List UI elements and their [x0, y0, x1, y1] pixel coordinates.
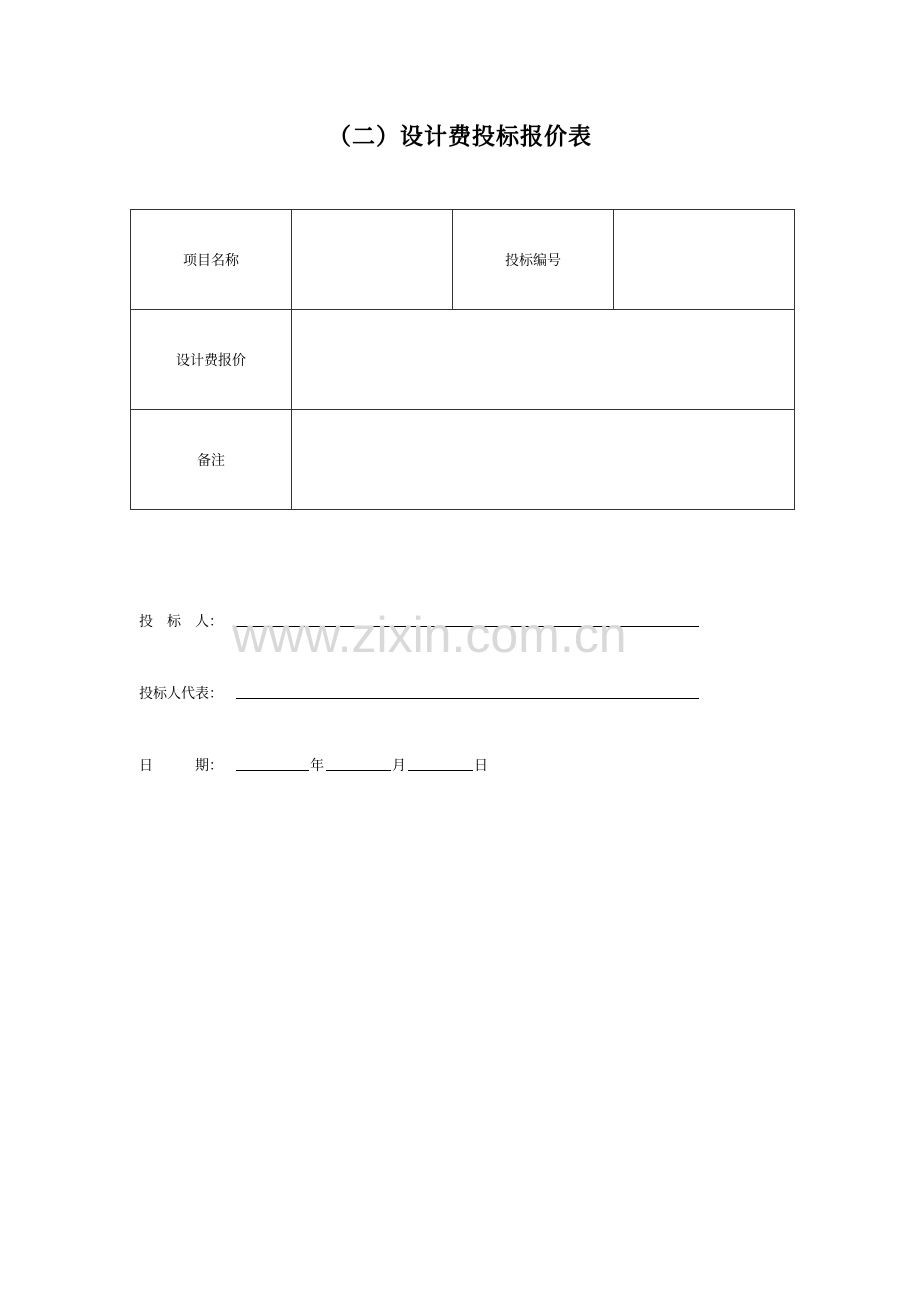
representative-label: 投标人代表： [139, 686, 223, 702]
bid-number-label: 投标编号 [453, 210, 614, 310]
month-label: 月 [392, 758, 406, 774]
table-row-remarks [131, 410, 795, 510]
project-name-field[interactable] [292, 210, 453, 310]
bid-number-field[interactable] [614, 210, 795, 310]
representative-signature-line[interactable] [236, 698, 699, 699]
remarks-field[interactable] [292, 410, 795, 510]
day-label: 日 [474, 758, 488, 774]
design-fee-label: 设计费报价 [131, 310, 292, 410]
bidder-row [139, 611, 223, 631]
year-label: 年 [310, 758, 324, 774]
date-row [139, 755, 223, 775]
bidder-label: 投 标 人： [139, 614, 223, 630]
bid-quote-table [130, 209, 795, 510]
month-blank[interactable] [326, 770, 391, 771]
watermark: www.zixin.com.cn [232, 607, 627, 663]
design-fee-field[interactable] [292, 310, 795, 410]
table-row-design-fee [131, 310, 795, 410]
document-title: （二）设计费投标报价表 [328, 124, 592, 150]
day-blank[interactable] [408, 770, 473, 771]
date-label: 日 期： [139, 758, 223, 774]
project-name-label: 项目名称 [131, 210, 292, 310]
representative-row [139, 683, 223, 703]
table-row-project [131, 210, 795, 310]
year-blank[interactable] [236, 770, 309, 771]
remarks-label: 备注 [131, 410, 292, 510]
